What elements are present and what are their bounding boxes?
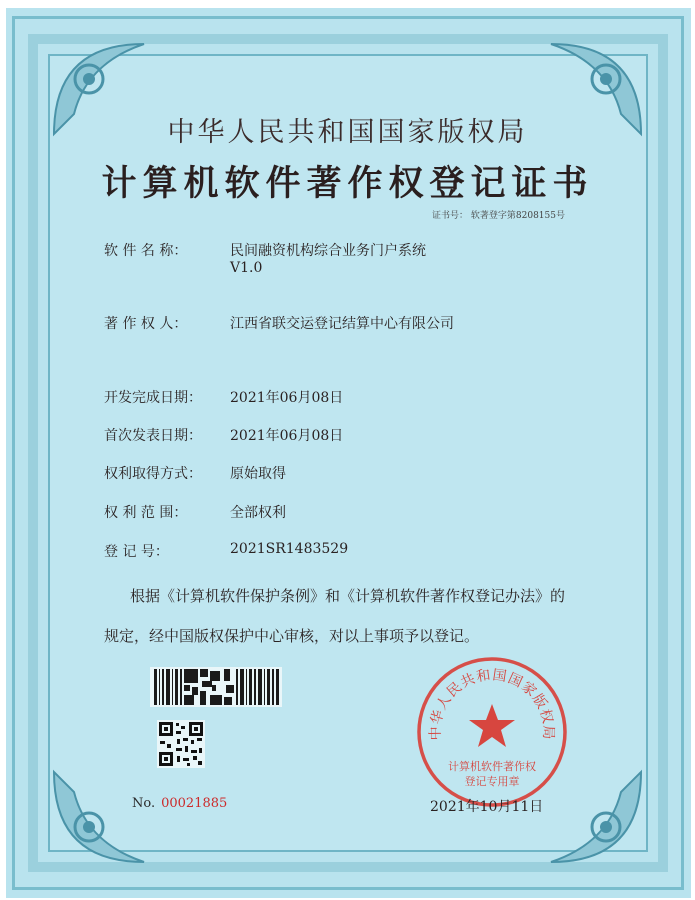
statement-line-1: 根据《计算机软件保护条例》和《计算机软件著作权登记办法》的	[130, 587, 566, 605]
seal-center-line-2: 登记专用章	[464, 776, 520, 788]
official-seal	[414, 654, 570, 810]
statement-line-2: 规定，经中国版权保护中心审核，对以上事项予以登记。	[104, 627, 480, 645]
software-name-value: 民间融资机构综合业务门户系统	[230, 243, 426, 259]
barcode	[150, 667, 282, 707]
certificate-title: 计算机软件著作权登记证书	[101, 163, 594, 204]
corner-ornament-bottom-left	[44, 762, 154, 872]
acquisition-method-label: 权利取得方式：	[104, 466, 202, 482]
completion-date-label: 开发完成日期：	[104, 390, 202, 406]
software-version-value: V1.0	[230, 260, 263, 276]
seal-ring-text: 中华人民共和国国家版权局	[426, 666, 558, 741]
copyright-owner-label: 著 作 权 人：	[104, 316, 188, 332]
qr-code	[157, 720, 205, 768]
certificate-number	[432, 208, 565, 221]
acquisition-method-value: 原始取得	[230, 466, 286, 482]
serial-number-value: 00021885	[161, 796, 228, 811]
certificate-number-value: 软著登字第8208155号	[470, 211, 565, 221]
registration-number-value: 2021SR1483529	[230, 541, 349, 557]
copyright-owner-value: 江西省联交运登记结算中心有限公司	[230, 316, 454, 332]
rights-scope-label: 权 利 范 围：	[104, 505, 188, 521]
completion-date-value: 2021年06月08日	[230, 390, 344, 406]
certificate-number-label: 证书号：	[432, 211, 469, 221]
issuing-authority: 中华人民共和国国家版权局	[167, 117, 528, 148]
first-publication-date-value: 2021年06月08日	[230, 428, 344, 444]
seal-center-line-1: 计算机软件著作权	[448, 761, 536, 773]
first-publication-date-label: 首次发表日期：	[104, 428, 202, 444]
issue-date: 2021年10月11日	[430, 799, 544, 815]
rights-scope-value: 全部权利	[230, 505, 286, 521]
serial-number-prefix: No.	[132, 796, 156, 811]
serial-number	[132, 796, 227, 811]
software-name-label: 软 件 名 称：	[104, 243, 188, 259]
registration-number-label: 登 记 号：	[104, 544, 169, 560]
